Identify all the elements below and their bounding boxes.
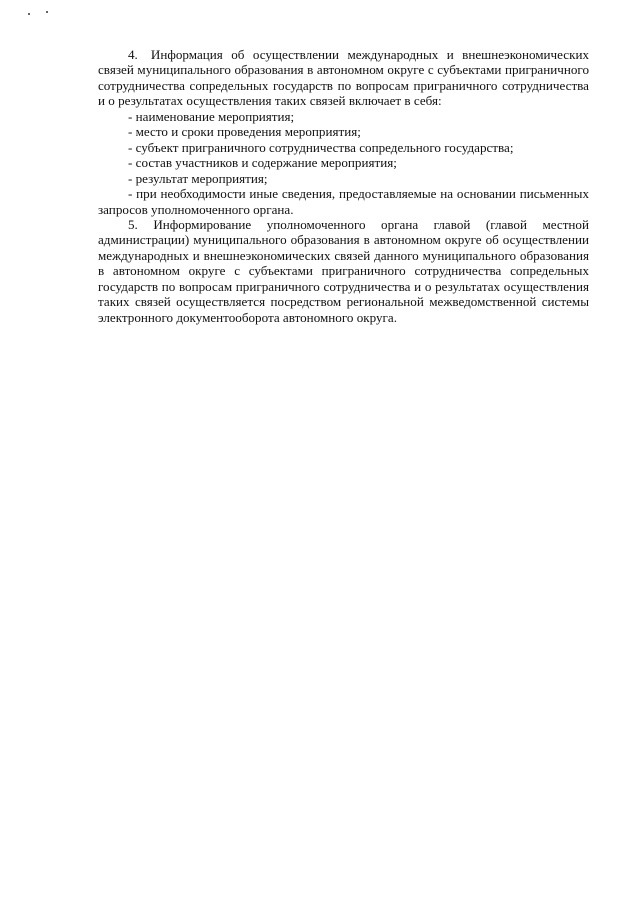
list-item: - при необходимости иные сведения, предоставляемые на основании письменных запросов уполномоченного органа. xyxy=(98,186,589,217)
scan-mark xyxy=(28,13,30,15)
list-item: - наименование мероприятия; xyxy=(128,108,295,124)
scan-mark xyxy=(46,11,48,13)
list-item: - результат мероприятия; xyxy=(128,170,268,186)
document-body xyxy=(98,47,589,325)
section-4-intro: 4. Информация об осуществлении международных и внешнеэкономических связей муниципального образования в автономном округе с субъектами приграничного сотрудничества сопредельных государств по вопросам приграничного сотрудничества и о результатах осуществления таких связей включает в себя: xyxy=(98,47,589,109)
section-5-paragraph: 5. Информирование уполномоченного органа главой (главой местной администрации) муниципального образования в автономном округе об осуществлении международных и внешнеэкономических связей данного муниципального образования в автономном округе с субъектами приграничного сотрудничества сопредельных государств по вопросам приграничного сотрудничества и о результатах осуществления таких связей осуществляется посредством региональной межведомственной системы электронного документооборота автономного округа. xyxy=(98,216,589,325)
section-4-list xyxy=(98,109,589,217)
list-item: - место и сроки проведения мероприятия; xyxy=(128,124,361,140)
list-item: - состав участников и содержание мероприятия; xyxy=(128,155,397,171)
list-item: - субъект приграничного сотрудничества сопредельного государства; xyxy=(128,139,514,155)
